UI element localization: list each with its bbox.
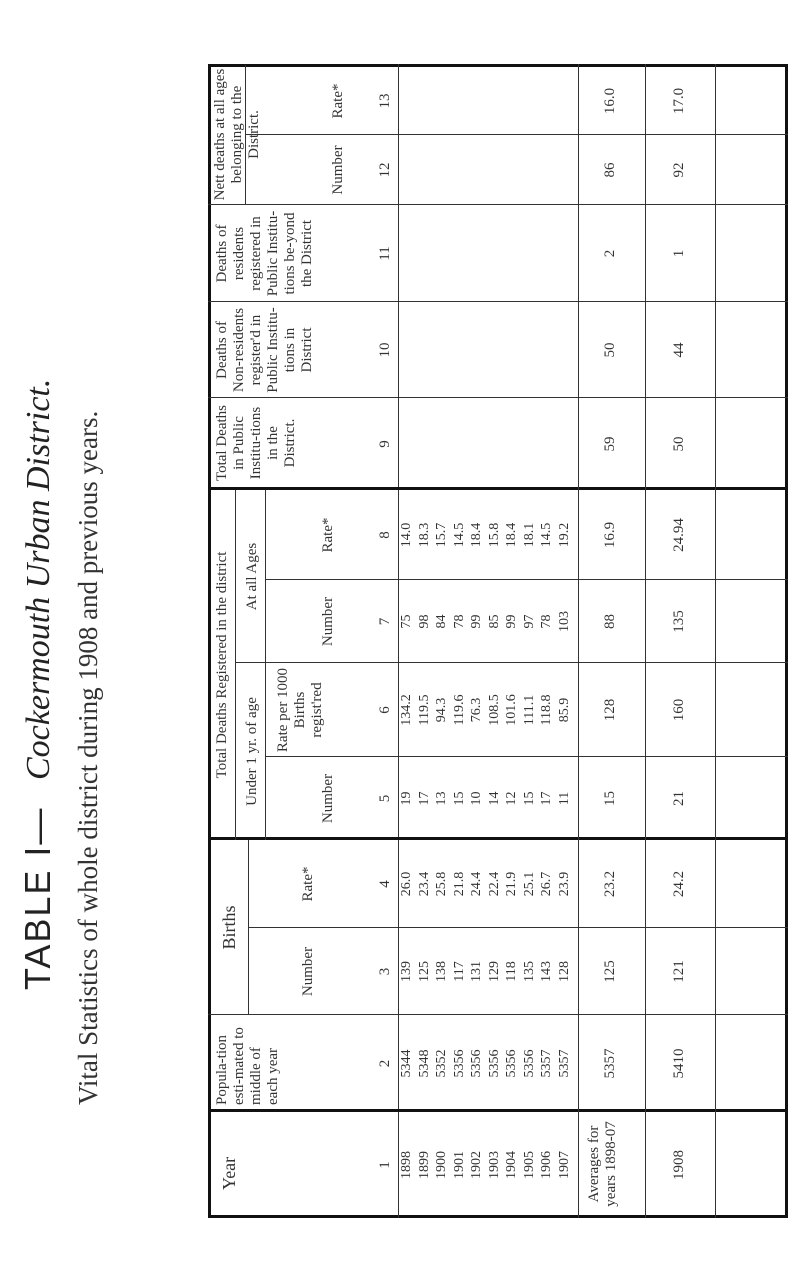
- under1-number-cell: 12: [504, 791, 519, 806]
- births-number-cell: 143: [539, 961, 554, 982]
- table-right-rule: [208, 64, 788, 67]
- births-rate-header: Rate*: [300, 866, 316, 902]
- population-cell: 5356: [486, 1049, 502, 1078]
- y1908-total-deaths-public: 50: [671, 436, 687, 452]
- y1908-nett-number: 92: [671, 162, 687, 178]
- year-1908-label: 1908: [671, 1150, 687, 1180]
- births-rate-cell: 26.0: [399, 871, 414, 897]
- colnum-4: 4: [377, 880, 393, 888]
- years-cell: 1905: [521, 1151, 537, 1179]
- deaths-nonresidents-header: Deaths of Non-residents register'd in Public Institu-tions in District: [214, 307, 315, 393]
- colnum-11: 11: [377, 246, 393, 261]
- under1-rate-cell: 118.8: [539, 694, 554, 726]
- births-rate-cell: 26.7: [539, 871, 554, 897]
- under1-number-cell: 19: [399, 791, 414, 806]
- population-cell: 5357: [539, 1049, 554, 1078]
- births-rate-cell: 22.4: [486, 871, 502, 897]
- allages-number-header: Number: [320, 596, 336, 647]
- allages-number-cell: 75: [399, 614, 414, 629]
- population-cell: 5356: [469, 1049, 484, 1078]
- avg-allages-rate: 16.9: [602, 521, 618, 549]
- population-cell: 5356: [521, 1049, 537, 1078]
- allages-rate-cell: 18.4: [469, 522, 484, 548]
- avg-under1-rate: 128: [602, 698, 618, 722]
- col-rule-col9: [208, 397, 788, 398]
- allages-number-cell: 84: [434, 614, 449, 629]
- under1-number-cell: 17: [416, 791, 432, 806]
- births-rate-cell: 23.9: [556, 871, 572, 897]
- under1-rate-header: Rate per 1000 Births regist'red: [275, 667, 325, 753]
- nett-deaths-header: Nett deaths at all ages belonging to the District.: [212, 68, 262, 201]
- colnum-1: 1: [377, 1161, 393, 1169]
- under1-number-cell: 15: [521, 791, 537, 806]
- allages-rate-cell: 14.0: [399, 522, 414, 548]
- births-rate-cell: 25.1: [521, 871, 537, 897]
- births-rate-cell: 21.8: [451, 871, 467, 897]
- allages-number-cell: 98: [416, 614, 432, 629]
- y1908-population: 5410: [671, 1048, 687, 1079]
- births-rate-cell: 21.9: [504, 871, 519, 897]
- under1-number-cell: 11: [556, 791, 572, 806]
- total-deaths-public-header: Total Deaths in Public Institu-tions in the District.: [214, 405, 298, 482]
- years-column: [398, 1112, 573, 1218]
- under1-number-header: Number: [320, 773, 336, 824]
- table-top-rule: [208, 64, 211, 1218]
- under1-rate-column: [398, 663, 573, 757]
- avg-births-rate: 23.2: [602, 870, 618, 898]
- years-cell: 1898: [399, 1151, 414, 1179]
- allages-rate-cell: 14.5: [539, 522, 554, 548]
- col-rule-col10: [208, 301, 788, 302]
- nett-rate-header: Rate*: [330, 83, 346, 119]
- under1-rate-cell: 134.2: [399, 694, 414, 726]
- under1-rate-cell: 76.3: [469, 697, 484, 723]
- nett-number-header: Number: [330, 145, 346, 195]
- avg-deaths-residents-beyond: 2: [602, 249, 618, 258]
- colnum-3: 3: [377, 967, 393, 976]
- under1-rate-cell: 119.6: [451, 694, 467, 726]
- allages-number-cell: 78: [539, 614, 554, 629]
- under1-number-column: [398, 757, 573, 840]
- population-column: [398, 1015, 573, 1112]
- row-rule-1908: [715, 64, 716, 1218]
- years-cell: 1907: [556, 1151, 572, 1179]
- births-header: Births: [219, 905, 239, 950]
- averages-label: Averages for years 1898-07: [586, 1121, 619, 1207]
- total-deaths-group-header: Total Deaths Registered in the district: [214, 551, 230, 779]
- deaths-group-rule: [235, 490, 236, 840]
- under1-number-cell: 15: [451, 791, 467, 806]
- year-header: Year: [219, 1156, 239, 1190]
- births-rate-cell: 24.4: [469, 871, 484, 897]
- allages-number-cell: 99: [504, 614, 519, 629]
- avg-under1-number: 15: [602, 791, 618, 806]
- avg-total-deaths-public: 59: [602, 436, 618, 452]
- y1908-allages-number: 135: [671, 610, 687, 633]
- years-cell: 1900: [434, 1151, 449, 1179]
- population-cell: 5352: [434, 1049, 449, 1078]
- births-rate-cell: 25.8: [434, 871, 449, 897]
- row-rule-avg-top: [578, 64, 579, 1218]
- col-rule-nett-mid: [245, 134, 788, 135]
- allages-rate-cell: 14.5: [451, 522, 467, 548]
- allages-number-cell: 103: [556, 611, 572, 632]
- allages-number-cell: 99: [469, 614, 484, 629]
- table-bottom-rule: [785, 64, 788, 1218]
- allages-number-cell: 78: [451, 614, 467, 629]
- y1908-under1-number: 21: [671, 791, 687, 806]
- births-number-header: Number: [300, 946, 316, 997]
- avg-nett-rate: 16.0: [602, 87, 618, 115]
- avg-deaths-nonresidents: 50: [602, 342, 618, 358]
- allages-number-cell: 85: [486, 614, 502, 629]
- colnum-9: 9: [377, 440, 393, 448]
- births-number-cell: 128: [556, 961, 572, 982]
- allages-rate-cell: 18.3: [416, 522, 432, 548]
- population-cell: 5344: [399, 1049, 414, 1078]
- y1908-births-rate: 24.2: [671, 870, 687, 898]
- years-cell: 1903: [486, 1151, 502, 1179]
- births-number-column: [398, 928, 573, 1015]
- births-number-cell: 125: [416, 961, 432, 982]
- deaths-sub-rule: [265, 490, 266, 840]
- y1908-deaths-residents-beyond: 1: [671, 249, 687, 258]
- births-number-cell: 117: [451, 961, 467, 982]
- colnum-13: 13: [377, 93, 393, 109]
- under1-number-cell: 17: [539, 791, 554, 806]
- y1908-deaths-nonresidents: 44: [671, 342, 687, 358]
- colnum-12: 12: [377, 162, 393, 178]
- y1908-births-number: 121: [671, 960, 687, 983]
- deaths-residents-beyond-header: Deaths of residents registered in Public Institu-tions be-yond the District: [214, 210, 315, 297]
- y1908-nett-rate: 17.0: [671, 87, 687, 115]
- allages-rate-header: Rate*: [320, 517, 336, 553]
- under1-rate-cell: 101.6: [504, 694, 519, 726]
- colnum-2: 2: [377, 1059, 393, 1068]
- allages-rate-cell: 18.4: [504, 522, 519, 548]
- population-cell: 5356: [451, 1049, 467, 1078]
- under1-number-cell: 13: [434, 791, 449, 806]
- under1-number-cell: 10: [469, 791, 484, 806]
- years-cell: 1899: [416, 1151, 432, 1179]
- district-title: Cockermouth Urban District.: [20, 378, 57, 780]
- table-subtitle: Vital Statistics of whole district during 1908 and previous years.: [73, 410, 103, 1105]
- under1-number-cell: 14: [486, 791, 502, 806]
- under1-rate-cell: 94.3: [434, 697, 449, 723]
- allages-header: At all Ages: [244, 542, 260, 611]
- allages-rate-column: [398, 490, 573, 580]
- colnum-7: 7: [377, 617, 393, 626]
- years-cell: 1906: [539, 1151, 554, 1179]
- colnum-10: 10: [377, 342, 393, 358]
- under1-rate-cell: 85.9: [556, 697, 572, 723]
- allages-rate-cell: 18.1: [521, 522, 537, 548]
- colnum-6: 6: [377, 706, 393, 714]
- births-number-cell: 138: [434, 961, 449, 982]
- under1-header: Under 1 yr. of age: [244, 697, 260, 806]
- allages-rate-cell: 15.8: [486, 522, 502, 548]
- y1908-under1-rate: 160: [671, 698, 687, 722]
- births-rate-cell: 23.4: [416, 871, 432, 897]
- allages-number-cell: 97: [521, 614, 537, 629]
- population-cell: 5356: [504, 1049, 519, 1078]
- under1-rate-cell: 108.5: [486, 694, 502, 726]
- births-number-cell: 135: [521, 961, 537, 982]
- row-rule-avg-bottom: [645, 64, 646, 1218]
- colnum-8: 8: [377, 531, 393, 539]
- under1-rate-cell: 119.5: [416, 694, 432, 726]
- avg-births-number: 125: [602, 960, 618, 983]
- avg-nett-number: 86: [602, 162, 618, 178]
- years-cell: 1901: [451, 1151, 467, 1179]
- births-number-cell: 118: [504, 961, 519, 982]
- col-rule-col11: [208, 204, 788, 205]
- population-cell: 5348: [416, 1049, 432, 1078]
- allages-rate-cell: 19.2: [556, 522, 572, 548]
- allages-number-column: [398, 580, 573, 663]
- births-number-cell: 129: [486, 961, 502, 982]
- y1908-allages-rate: 24.94: [671, 518, 687, 552]
- births-number-cell: 131: [469, 961, 484, 982]
- avg-allages-number: 88: [602, 614, 618, 629]
- allages-rate-cell: 15.7: [434, 522, 449, 548]
- births-rate-column: [398, 840, 573, 928]
- population-header: Popula-tion esti-mated to middle of each year: [214, 1027, 281, 1105]
- under1-rate-cell: 111.1: [521, 694, 537, 726]
- avg-population: 5357: [602, 1048, 618, 1079]
- births-number-cell: 139: [399, 961, 414, 982]
- population-cell: 5357: [556, 1049, 572, 1078]
- years-cell: 1902: [469, 1151, 484, 1179]
- years-cell: 1904: [504, 1151, 519, 1179]
- table-label: TABLE I—: [17, 806, 58, 990]
- births-sub-rule: [248, 840, 249, 1015]
- colnum-5: 5: [377, 794, 393, 803]
